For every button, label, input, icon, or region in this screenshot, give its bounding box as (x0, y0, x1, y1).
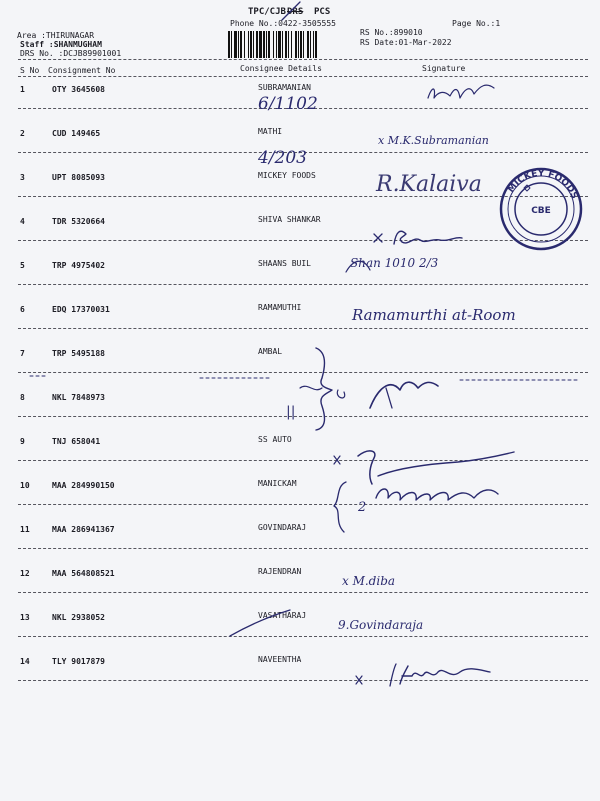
page-number: Page No.:1 (452, 19, 501, 28)
drs-number: DRS No. :DCJB89901001 (20, 49, 122, 58)
row-consignee-name: MATHI (258, 127, 283, 136)
row-sno: 3 (20, 173, 25, 182)
sheet-title-left: TPC/CJB (248, 7, 286, 17)
row-sno: 13 (20, 613, 30, 622)
row-consignment-number: TNJ 658041 (52, 437, 101, 446)
handwritten-ditto-marks: || (286, 404, 296, 420)
svg-text:MICKEY FOODS (506, 169, 579, 200)
row-consignee-name: GOVINDARAJ (258, 523, 307, 532)
area-label: Area :THIRUNAGAR (17, 31, 95, 40)
rs-number: RS No.:899010 (360, 28, 423, 37)
row-consignee-name: RAMAMUTHI (258, 303, 302, 312)
row-sno: 7 (20, 349, 25, 358)
row-consignment-number: TDR 5320664 (52, 217, 105, 226)
row-sno: 1 (20, 85, 25, 94)
signature-row12: x M.diba (342, 574, 396, 588)
row-sno: 5 (20, 261, 25, 270)
row-consignee-name: SHAANS BUIL (258, 259, 311, 268)
header-divider-top (18, 59, 588, 60)
signature-row3: R.Kalaiva (376, 172, 482, 197)
row-consignment-number: MAA 564808521 (52, 569, 115, 578)
row-consignee-name: MANICKAM (258, 479, 297, 488)
handwritten-door-number-row2: 4/203 (258, 148, 307, 168)
row-consignment-number: NKL 2938052 (52, 613, 105, 622)
column-consignment: Consignment No (48, 66, 116, 75)
signature-row13: 9.Govindaraja (338, 618, 424, 632)
phone-number: Phone No.:0422-3505555 (230, 19, 336, 28)
signature-row14 (350, 660, 510, 694)
row-consignee-name: SS AUTO (258, 435, 292, 444)
row-divider (18, 592, 588, 593)
row-sno: 10 (20, 481, 30, 490)
row-divider (18, 548, 588, 549)
row-sno: 8 (20, 393, 25, 402)
signature-row1 (424, 80, 504, 110)
sheet-title-struck: DRS (287, 7, 304, 17)
row-sno: 11 (20, 525, 30, 534)
handwritten-door-number-row1: 6/1102 (258, 94, 318, 114)
column-consignee: Consignee Details (240, 64, 322, 73)
row-consignee-name: SHIVA SHANKAR (258, 215, 321, 224)
row-consignment-number: MAA 286941367 (52, 525, 115, 534)
row-consignment-number: CUD 149465 (52, 129, 101, 138)
row-consignment-number: TRP 5495188 (52, 349, 105, 358)
header-divider-bottom (18, 76, 588, 77)
row-consignment-number: NKL 7848973 (52, 393, 105, 402)
row-sno: 2 (20, 129, 25, 138)
signature-row5: Shan 1010 2/3 (350, 256, 439, 270)
row-consignee-name: MICKEY FOODS (258, 171, 316, 180)
stamp-text-center: CBE (531, 206, 551, 216)
row-consignment-number: MAA 284990150 (52, 481, 115, 490)
signature-row5-strokes (340, 250, 480, 278)
row-consignment-number: EDQ 17370031 (52, 305, 110, 314)
row-sno: 14 (20, 657, 30, 666)
staff-label: Staff :SHANMUGHAM (20, 40, 102, 49)
signature-row2: x M.K.Subramanian (378, 134, 489, 147)
signature-row6: Ramamurthi at-Room (352, 306, 516, 324)
row-consignee-name: NAVEENTHA (258, 655, 302, 664)
row-consignee-name: AMBAL (258, 347, 283, 356)
drs-barcode (228, 31, 354, 58)
sheet-title-right: PCS (314, 7, 331, 17)
row-sno: 12 (20, 569, 30, 578)
scan-artifact-dashes (30, 360, 590, 390)
row-consignment-number: OTY 3645608 (52, 85, 105, 94)
row-sno: 6 (20, 305, 25, 314)
row-divider (18, 328, 588, 329)
handwritten-count-mark: 2 (358, 500, 367, 515)
handwritten-stroke-row13 (224, 604, 307, 640)
signature-row4 (368, 222, 468, 252)
column-signature: Signature (422, 64, 466, 73)
row-consignment-number: TRP 4975402 (52, 261, 105, 270)
row-divider (18, 284, 588, 285)
stamp-text-top: MICKEY FOODS (506, 168, 580, 201)
row-consignee-name: RAJENDRAN (258, 567, 302, 576)
row-consignee-name: VASATHARAJ (258, 611, 307, 620)
rs-date: RS Date:01-Mar-2022 (360, 38, 452, 47)
company-stamp (496, 164, 586, 254)
row-consignment-number: UPT 8085093 (52, 173, 105, 182)
row-consignee-name: SUBRAMANIAN (258, 83, 311, 92)
column-sno: S No (20, 66, 40, 75)
row-sno: 4 (20, 217, 25, 226)
row-consignment-number: TLY 9017879 (52, 657, 105, 666)
row-sno: 9 (20, 437, 25, 446)
signature-row10 (370, 480, 520, 510)
